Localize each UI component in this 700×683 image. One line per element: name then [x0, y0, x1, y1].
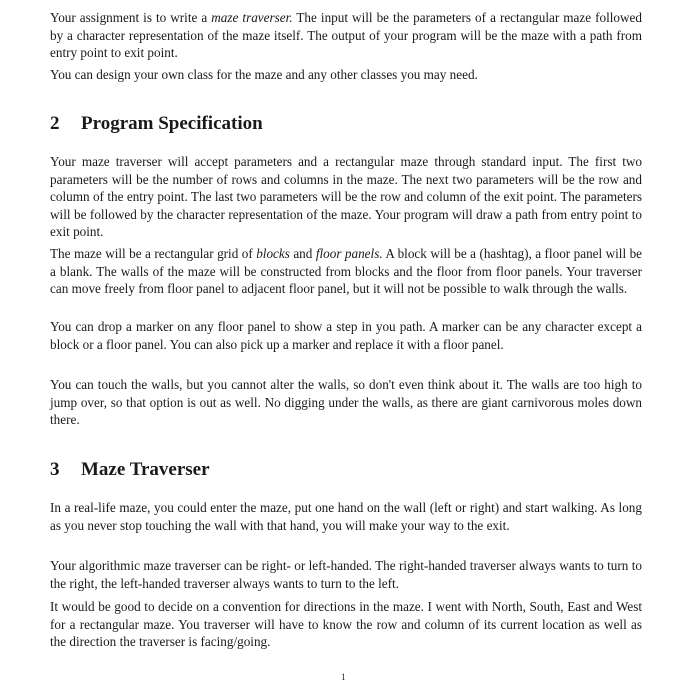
- text: A block will be a (hashtag), a floor panel will be a blank. The walls of the maze will be constructed from blocks and the floor from floor panels. Your traverser can move freely from floor panel to adjacent floor panel, but it will not be possible to walk through the walls.: [50, 246, 643, 297]
- intro-paragraph-1: [50, 9, 642, 62]
- text: Your assignment is to write a: [50, 10, 212, 25]
- section-title: Maze Traverser: [81, 459, 210, 480]
- section-number: 2: [50, 113, 60, 134]
- section-3-paragraph-1: In a real-life maze, you could enter the maze, put one hand on the wall (left or right) and start walking. As long as you never stop touching the wall with that hand, you will make your way to the exit.: [50, 500, 642, 533]
- section-2-paragraph-3: You can drop a marker on any floor panel to show a step in you path. A marker can be any character except a block or a floor panel. You can also pick up a marker and replace it with a floor panel.: [50, 319, 642, 352]
- section-2-heading: [50, 113, 263, 135]
- intro-paragraph-2: You can design your own class for the maze and any other classes you may need.: [50, 67, 478, 82]
- section-2-paragraph-4: You can touch the walls, but you cannot alter the walls, so don't even think about it. The walls are too high to jump over, so that option is out as well. No digging under the walls, as there are giant carnivorous moles down there.: [50, 377, 642, 428]
- section-3-paragraph-2: Your algorithmic maze traverser can be right- or left-handed. The right-handed traverser always wants to turn to the right, the left-handed traverser always wants to turn to the left.: [50, 558, 642, 591]
- section-3-paragraph-3: It would be good to decide on a convention for directions in the maze. I went with North, South, East and West for a rectangular maze. You traverser will have to know the row and column of its current location as well as the direction the traverser is facing/going.: [50, 599, 642, 650]
- text: The input will be the parameters of a rectangular maze followed by a character representation of the maze itself. The output of your program will be the maze with a path from entry point to exit point.: [50, 10, 642, 61]
- section-2-paragraph-1: Your maze traverser will accept parameters and a rectangular maze through standard input. The first two parameters will be the number of rows and columns in the maze. The next two parameters will be the row and column of the entry point. The last two parameters will be the row and column of the exit point. The parameters will be followed by the character representation of the maze. Your program will draw a path from entry point to exit point.: [50, 154, 642, 240]
- emphasis-blocks: blocks: [256, 246, 290, 261]
- section-title: Program Specification: [81, 113, 263, 134]
- section-3-heading: [50, 459, 210, 481]
- emphasis-maze-traverser: maze traverser.: [211, 10, 293, 25]
- section-number: 3: [50, 459, 60, 480]
- text: and: [289, 246, 316, 261]
- text: The maze will be a rectangular grid of: [50, 246, 257, 261]
- emphasis-floor-panels: floor panels.: [315, 246, 383, 261]
- section-2-paragraph-2: [50, 245, 642, 298]
- page-number: 1: [341, 672, 346, 682]
